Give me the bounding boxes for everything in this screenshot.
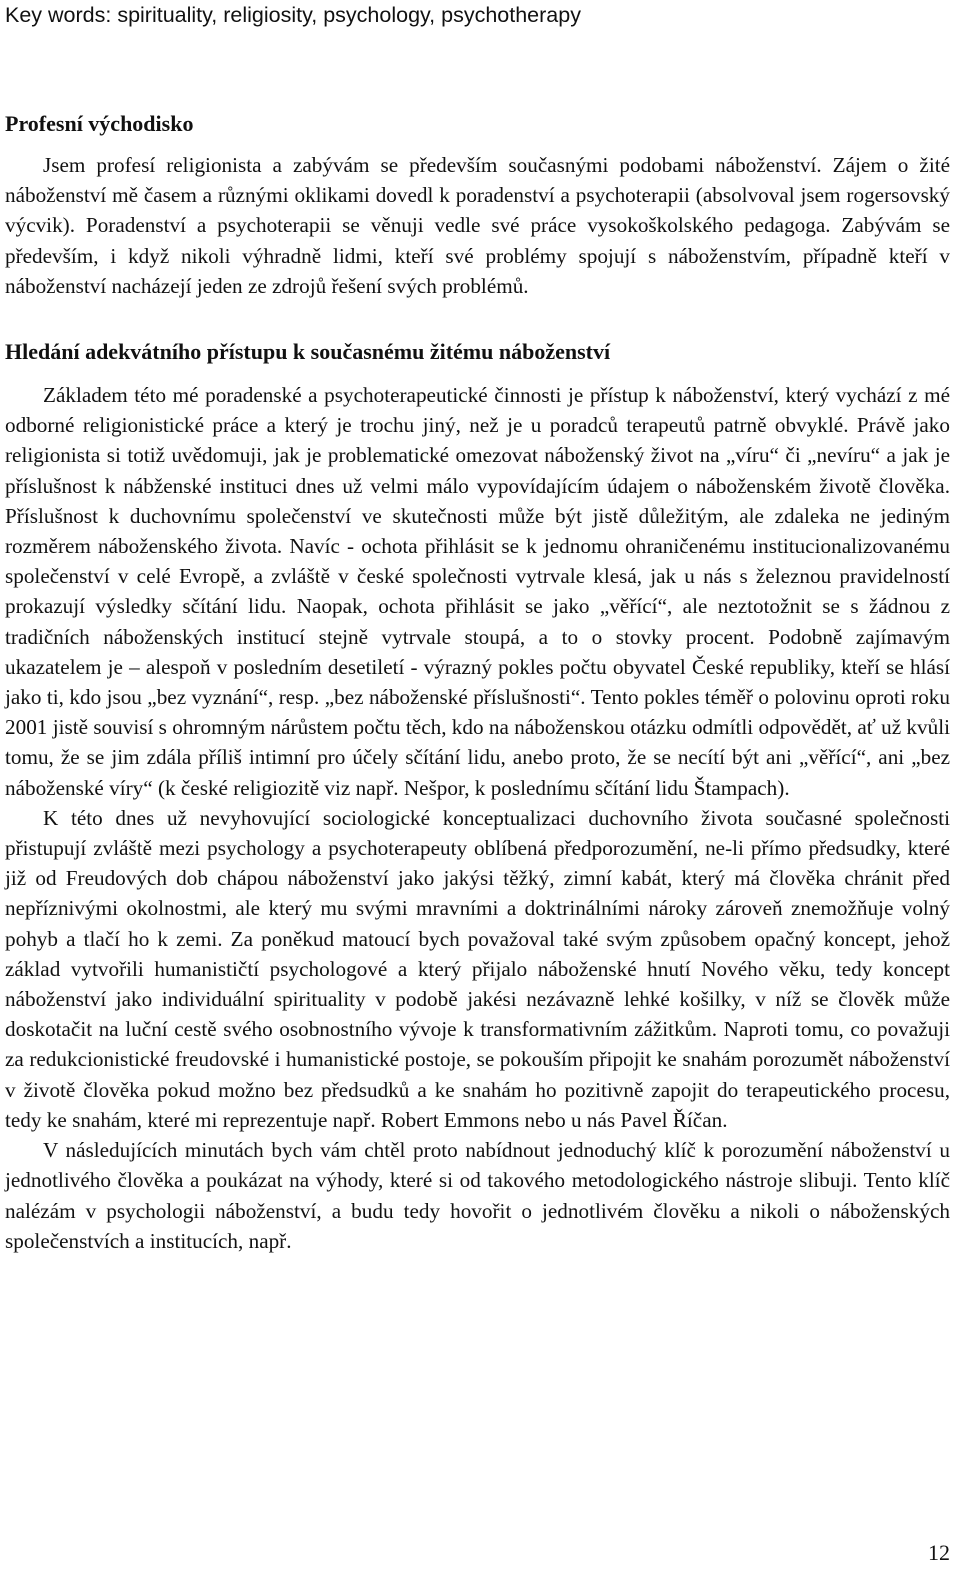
section-heading: Profesní východisko	[5, 111, 194, 136]
body-paragraph: V následujících minutách bych vám chtěl proto nabídnout jednoduchý klíč k porozumění náboženství u jednotlivého člověka a poukázat na výhody, které si od takového metodologického nástroje slibuji. Tento klíč nalézám v psychologii náboženství, a budu tedy hovořit o jednotlivém člověku a nikoli o náboženských společenstvích a institucích, např.	[5, 1138, 950, 1253]
section-adequate-approach	[5, 337, 950, 1256]
section-professional-background	[5, 109, 950, 301]
body-paragraph: K této dnes už nevyhovující sociologické konceptualizaci duchovního života současné společnosti přistupují zvláště mezi psychology a psychoterapeuty oblíbená předporozumění, ne-li přímo předsudky, které již od Freudových dob chápou náboženství jako jakýsi těžký, zimní kabát, který má člověka chránit před nepříznivými okolnostmi, ale který mu svými mravními a doktrinálními nároky zároveň znemožňuje volný pohyb a tlačí ho k zemi. Za poněkud matoucí bych považoval také svým způsobem opačný koncept, jehož základ vytvořili humanističtí psychologové a který přijalo náboženské hnutí Nového věku, tedy koncept náboženství jako individuální spirituality v podobě jakési nezávazně lehké košilky, v níž se člověk může doskotačit na luční cestě svého osobnostního vývoje k transformativním zážitkům. Naproti tomu, co považuji za redukcionistické freudovské i humanistické postoje, se pokouším připojit ke snahám porozumět náboženství v životě člověka pokud možno bez předsudků a ke snahám ho pozitivně zapojit do terapeutického procesu, tedy ke snahám, které mi reprezentuje např. Robert Emmons nebo u nás Pavel Říčan.	[5, 805, 950, 1132]
keywords-line: Key words: spirituality, religiosity, psychology, psychotherapy	[5, 3, 581, 27]
body-paragraph: Základem této mé poradenské a psychoterapeutické činnosti je přístup k náboženství, který vychází z mé odborné religionistické práce a který je trochu jiný, než je u poradců terapeutů patrně obvyklé. Právě jako religionista si totiž uvědomuji, jak je problematické omezovat náboženský život na „víru“ či „nevíru“ a jak je příslušnost k nábženské instituci dnes už velmi málo vypovídajícím údajem o náboženském životě člověka. Příslušnost k duchovnímu společenství ve skutečnosti může být jistě důležitým, ale zdaleka ne jediným rozměrem náboženského života. Navíc - ochota přihlásit se k jednomu ohraničenému institucionalizovanému společenství v celé Evropě, a zvláště v české společnosti vytrvale klesá, jak u nás s železnou pravidelností prokazují výsledky sčítání lidu. Naopak, ochota přihlásit se jako „věřící“, ale neztotožnit se s žádnou z tradičních náboženských institucí stejně vytrvale stoupá, a to o stovky procent. Podobně zajímavým ukazatelem je – alespoň v posledním desetiletí - výrazný pokles počtu obyvatel České republiky, kteří se hlásí jako ti, kdo jsou „bez vyznání“, resp. „bez náboženské příslušnosti“. Tento pokles téměř o polovinu oproti roku 2001 jistě souvisí s ohromným nárůstem počtu těch, kdo na náboženskou otázku odmítli odpovědět, ať už kvůli tomu, že se jim zdála příliš intimní pro účely sčítání lidu, anebo proto, že se necítí být ani „věřící“, ani „bez náboženské víry“ (k české religiozitě viz např. Nešpor, k poslednímu sčítání lidu Štampach).	[5, 383, 950, 800]
page-number: 12	[928, 1540, 950, 1565]
section-heading: Hledání adekvátního přístupu k současnému žitému náboženství	[5, 339, 611, 365]
document-page	[5, 0, 950, 1256]
body-paragraph: Jsem profesí religionista a zabývám se především současnými podobami náboženství. Zájem o žité náboženství mě časem a různými oklikami dovedl k poradenství a psychoterapii (absolvoval jsem rogersovský výcvik). Poradenství a psychoterapii se věnuji vedle své práce vysokoškolského pedagoga. Zabývám se především, i když nikoli výhradně lidmi, kteří své problémy spojují s náboženstvím, případně kteří v náboženství nacházejí jeden ze zdrojů řešení svých problémů.	[5, 153, 950, 298]
